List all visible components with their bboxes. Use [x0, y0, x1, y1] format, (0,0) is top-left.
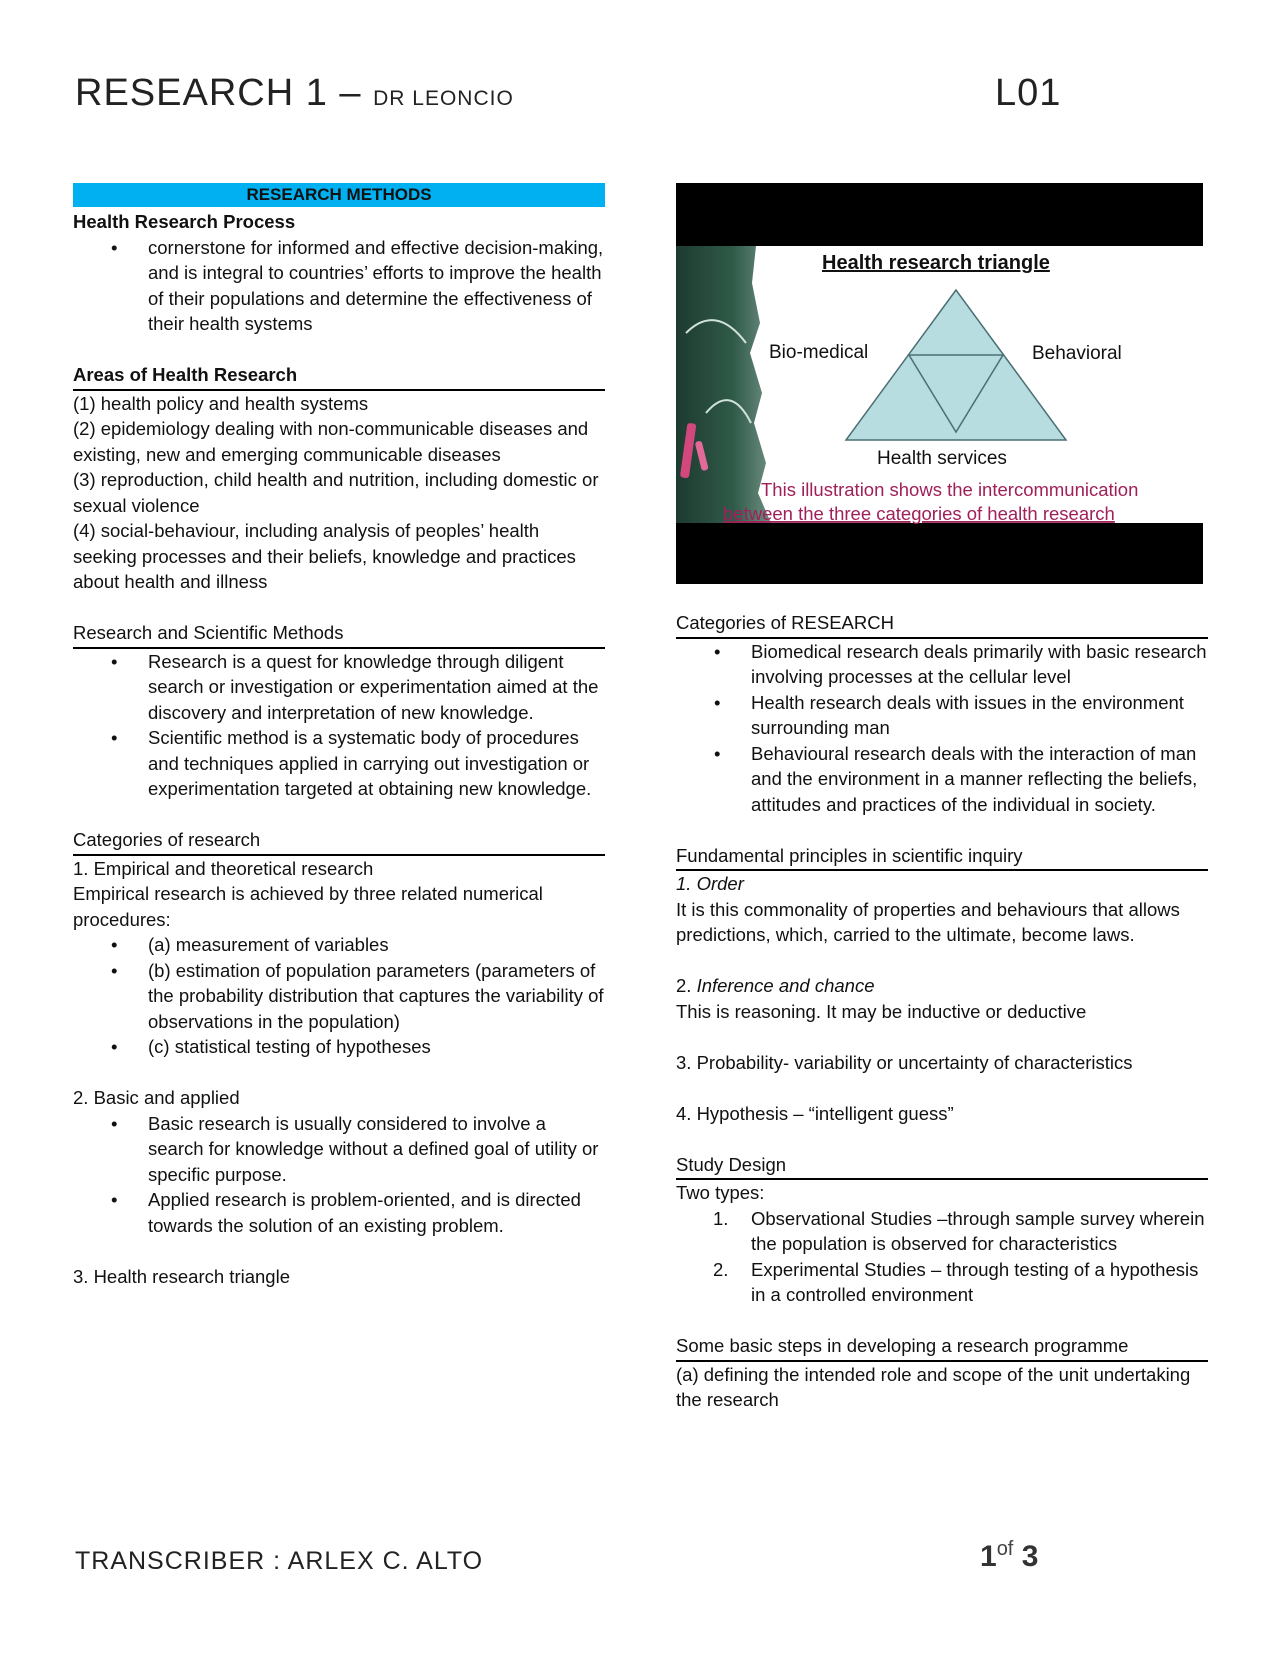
- steps-heading: Some basic steps in developing a research programme: [676, 1333, 1208, 1362]
- list-item: • Research is a quest for knowledge through diligent search or investigation or experimentation aimed at the discovery and interpretation of new knowledge.: [73, 649, 605, 726]
- study-design-intro: Two types:: [676, 1182, 765, 1203]
- biomedical-label: Bio-medical: [769, 342, 869, 363]
- inference-title: [676, 973, 1208, 999]
- black-bar-top: [676, 183, 1203, 246]
- total-pages: 3: [1021, 1540, 1039, 1573]
- areas-heading: Areas of Health Research: [73, 362, 605, 391]
- lecture-code: L01: [995, 72, 1062, 114]
- figure-caption-line1: This illustration shows the intercommunication: [761, 479, 1139, 500]
- right-categories-list: [676, 639, 1208, 818]
- list-item: • Behavioural research deals with the interaction of man and the environment in a manner reflecting the beliefs, attitudes and practices of the individual in society.: [676, 741, 1208, 818]
- list-text: Experimental Studies – through testing of a hypothesis in a controlled environment: [751, 1258, 1199, 1305]
- page-title: [75, 72, 514, 115]
- process-list: [73, 235, 605, 337]
- page-of: of: [996, 1538, 1014, 1560]
- chalkboard-photo: [676, 246, 771, 523]
- behavioral-label: Behavioral: [1032, 343, 1122, 364]
- triangle-title: 3. Health research triangle: [73, 1265, 290, 1287]
- list-item: • Health research deals with issues in the environment surrounding man: [676, 690, 1208, 741]
- current-page: 1: [980, 1540, 997, 1573]
- methods-heading: Research and Scientific Methods: [73, 620, 605, 649]
- list-item: • cornerstone for informed and effective decision-making, and is integral to countries’ efforts to improve the health of their populations and determine the effectiveness of their health systems: [73, 235, 605, 337]
- hypothesis-text: 4. Hypothesis – “intelligent guess”: [676, 1102, 954, 1124]
- steps-item: (a) defining the intended role and scope of the unit undertaking the research: [676, 1363, 1191, 1410]
- empirical-list: [73, 932, 605, 1060]
- list-item: [676, 1257, 1208, 1308]
- empirical-title: 1. Empirical and theoretical research: [73, 857, 374, 879]
- study-design-list: [676, 1206, 1208, 1308]
- lecturer-name: DR LEONCIO: [373, 87, 514, 110]
- list-number: 2.: [713, 1258, 729, 1280]
- list-item: • Basic research is usually considered to involve a search for knowledge without a defined goal of utility or specific purpose.: [73, 1111, 605, 1188]
- list-number: 1.: [713, 1207, 729, 1229]
- inference-title-text: Inference and chance: [696, 975, 875, 996]
- list-item: (4) social-behaviour, including analysis of peoples’ health seeking processes and their beliefs, knowledge and practices about health and illness: [73, 520, 576, 592]
- health-services-label: Health services: [877, 448, 1007, 469]
- inference-number: 2.: [676, 975, 697, 996]
- process-heading: Health Research Process: [73, 211, 296, 232]
- page-number: [980, 1540, 1038, 1574]
- list-item: (3) reproduction, child health and nutrition, including domestic or sexual violence: [73, 469, 599, 516]
- list-text: Observational Studies –through sample survey wherein the population is observed for characteristics: [751, 1207, 1205, 1254]
- categories-heading: Categories of research: [73, 827, 605, 856]
- list-item: • (a) measurement of variables: [73, 932, 605, 958]
- transcriber: TRANSCRIBER : ARLEX C. ALTO: [75, 1547, 484, 1575]
- right-categories-heading: Categories of RESEARCH: [676, 610, 1208, 639]
- figure-caption-line2: between the three categories of health research: [723, 503, 1115, 524]
- list-item: • Biomedical research deals primarily with basic research involving processes at the cellular level: [676, 639, 1208, 690]
- list-item: [676, 1206, 1208, 1257]
- inference-text: This is reasoning. It may be inductive or deductive: [676, 1000, 1087, 1022]
- principles-heading: Fundamental principles in scientific inquiry: [676, 843, 1208, 872]
- methods-list: [73, 649, 605, 802]
- list-item: • (b) estimation of population parameters (parameters of the probability distribution that captures the variability of observations in the population): [73, 958, 605, 1035]
- study-design-heading: Study Design: [676, 1152, 1208, 1181]
- left-column: [73, 183, 605, 1289]
- basic-title: 2. Basic and applied: [73, 1087, 240, 1108]
- triangle-diagram: [676, 183, 1203, 584]
- list-item: (2) epidemiology dealing with non-communicable diseases and existing, new and emerging communicable diseases: [73, 418, 589, 465]
- empirical-intro: Empirical research is achieved by three related numerical procedures:: [73, 883, 543, 930]
- list-item: • (c) statistical testing of hypotheses: [73, 1034, 605, 1060]
- list-item: (1) health policy and health systems: [73, 392, 369, 414]
- order-text: It is this commonality of properties and behaviours that allows predictions, which, carried to the ultimate, become laws.: [676, 898, 1180, 945]
- list-item: • Scientific method is a systematic body of procedures and techniques applied in carrying out investigation or experimentation targeted at obtaining new knowledge.: [73, 725, 605, 802]
- basic-list: [73, 1111, 605, 1239]
- probability-text: 3. Probability- variability or uncertainty of characteristics: [676, 1051, 1133, 1073]
- right-column: [676, 610, 1208, 1413]
- outer-triangle: [846, 290, 1066, 440]
- section-banner: RESEARCH METHODS: [73, 183, 605, 207]
- title-text: RESEARCH 1 –: [75, 72, 374, 114]
- figure-title: Health research triangle: [822, 252, 1050, 274]
- list-item: • Applied research is problem-oriented, and is directed towards the solution of an existing problem.: [73, 1187, 605, 1238]
- black-bar-bottom: [676, 523, 1203, 584]
- health-research-triangle-figure: [676, 183, 1203, 584]
- order-title: 1. Order: [676, 873, 744, 894]
